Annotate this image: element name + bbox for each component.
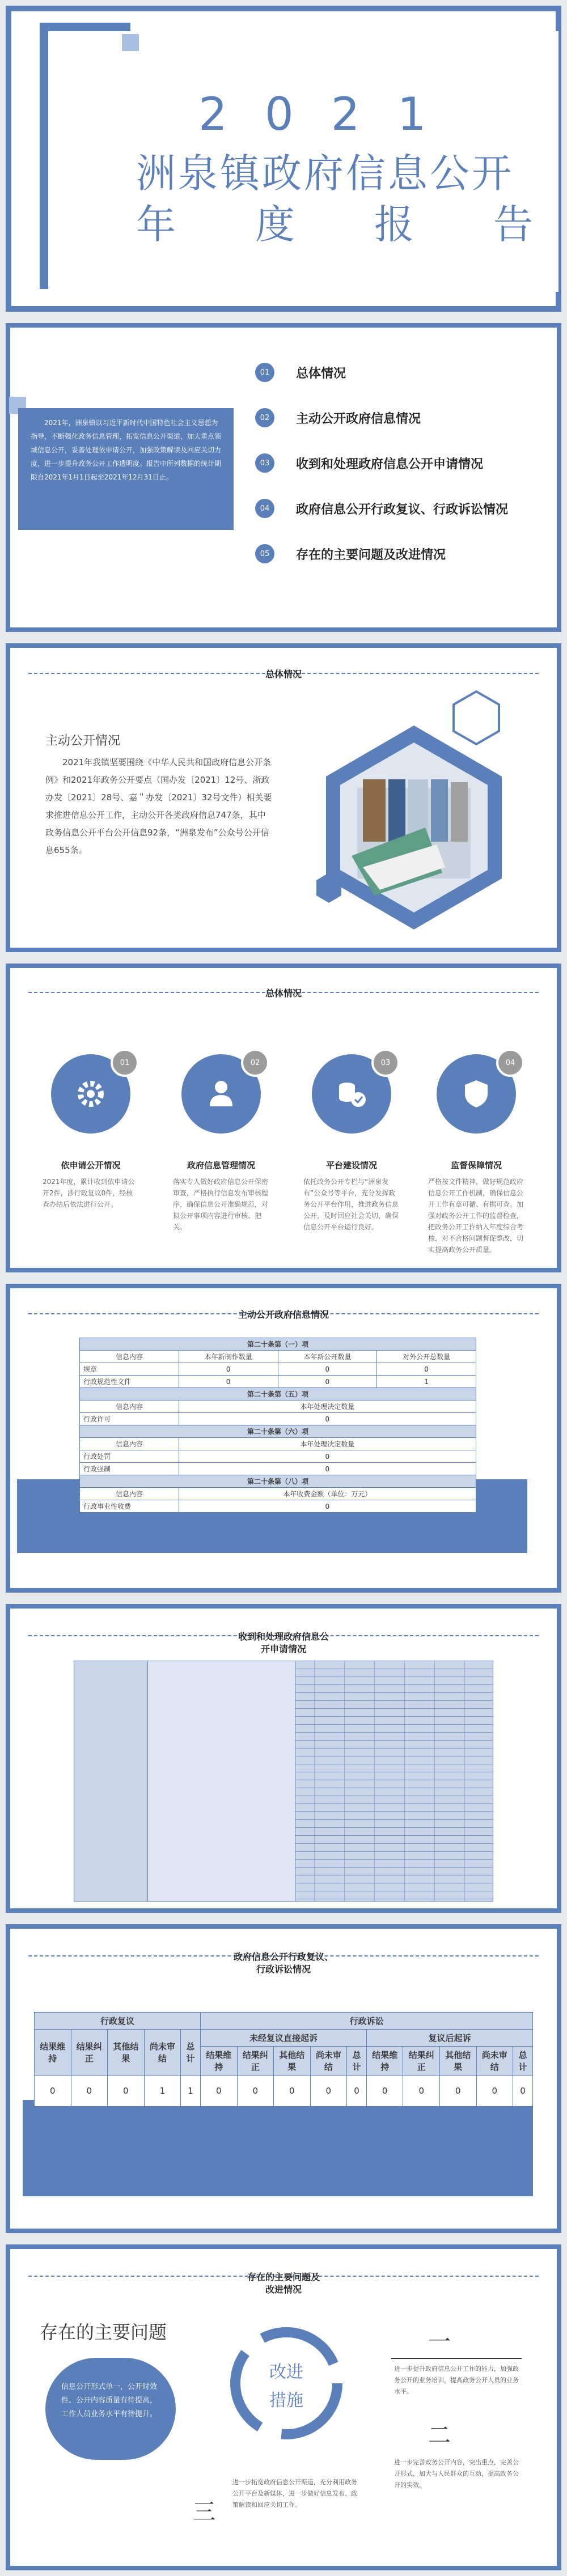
- table-section-title: 第二十条第（一）项: [80, 1338, 476, 1351]
- table-header: 结果维持: [366, 2047, 403, 2076]
- shield-icon: [459, 1077, 493, 1111]
- table-cell: 规章: [80, 1363, 179, 1376]
- review-blue-block: [23, 2100, 533, 2196]
- toc-item-label: 存在的主要问题及改进情况: [296, 548, 446, 562]
- table-cell: 0: [35, 2076, 71, 2107]
- table-cell: 0: [403, 2076, 440, 2107]
- person-icon: [204, 1077, 238, 1111]
- section-title: 收到和处理政府信息公: [238, 1631, 329, 1642]
- toc-item[interactable]: [255, 408, 421, 427]
- table-cell: 0: [310, 2076, 347, 2107]
- toc-item-number: 02: [255, 408, 274, 427]
- table-cell: 0: [179, 1363, 278, 1376]
- toc-item-number: 05: [255, 544, 274, 563]
- table-cell: 0: [347, 2076, 367, 2107]
- table-header: 结果维持: [35, 2030, 71, 2076]
- problems-bubble: [45, 2358, 176, 2460]
- gear-icon: [74, 1077, 108, 1111]
- section-title-line2: 行政诉讼情况: [256, 1964, 311, 1975]
- table-header: 尚未审结: [310, 2047, 347, 2076]
- table-cell: 行政许可: [80, 1413, 179, 1425]
- section-title: 存在的主要问题及: [247, 2272, 320, 2282]
- table-cell: 1: [181, 2076, 201, 2107]
- table-row: [80, 1376, 476, 1388]
- table-header: 本年处理决定数量: [179, 1401, 476, 1413]
- overview-subtitle: 主动公开情况: [45, 734, 121, 748]
- overview-body: 2021年我镇坚要围绕《中华人民共和国政府信息公开条例》和2021年政务公开要点（国办发〔2021〕12号、浙政办发〔2021〕28号、嘉＂办发〔2021〕32号文件）相关要求推进信息公开工作，主动公开各类政府信息747条，其中政务信息公开平台公开信息92条，“洲泉发布”公众号公开信息655条。: [45, 757, 272, 855]
- active-table: [79, 1338, 476, 1513]
- table-cell: 0: [179, 1450, 476, 1463]
- table-cell: 1: [377, 1376, 476, 1388]
- cover-title-char: 报: [374, 201, 414, 248]
- work-badge: 04: [496, 1049, 524, 1077]
- measure-text: 进一步完善政务公开内容，突出重点，完善公开形式，加大与人民群众的互动，提高政务公开的实效。: [394, 2459, 519, 2489]
- toc-item[interactable]: [255, 544, 446, 563]
- work-title: 监督保障情况: [450, 1160, 502, 1170]
- table-section-title: 第二十条第（六）项: [80, 1425, 476, 1438]
- overview-hex-graphic: [312, 686, 539, 930]
- toc-item[interactable]: [255, 363, 346, 382]
- table-header: 信息内容: [80, 1438, 179, 1450]
- cover-small-square: [122, 34, 139, 51]
- table-cell: 0: [278, 1363, 377, 1376]
- cover-title-char: 年: [136, 201, 176, 248]
- table-cell: 0: [366, 2076, 403, 2107]
- table-cell: 0: [71, 2076, 108, 2107]
- section-title-line2: 改进情况: [265, 2284, 302, 2295]
- improvement-label-line1: 改进: [269, 2362, 303, 2382]
- table-header: 总计: [181, 2030, 201, 2076]
- work-slide: [6, 964, 561, 1272]
- improvement-center-label: [230, 2358, 343, 2411]
- table-row: [80, 1500, 476, 1513]
- work-title: 依申请公开情况: [61, 1160, 121, 1170]
- table-header: 尚未审结: [476, 2047, 513, 2076]
- table-cell: 0: [200, 2076, 237, 2107]
- toc-item-number: 03: [255, 453, 274, 473]
- table-header: 结果纠正: [71, 2030, 108, 2076]
- cover-title-line2: [136, 193, 533, 250]
- table-header: 结果维持: [200, 2047, 237, 2076]
- table-cell: 0: [476, 2076, 513, 2107]
- measure-text: 进一步提升政府信息公开工作的能力，加强政务公开的业务培训，提高政务公开人员的业务水平。: [394, 2365, 519, 2395]
- table-header: 本年新公开数量: [278, 1351, 377, 1363]
- active-slide: [6, 1284, 561, 1593]
- table-subgroup-header: 未经复议直接起诉: [200, 2030, 366, 2047]
- work-badge: 01: [111, 1049, 139, 1077]
- applications-table-image: [74, 1661, 493, 1902]
- table-header: 总计: [347, 2047, 367, 2076]
- overview-slide: [6, 643, 561, 952]
- table-row: [80, 1463, 476, 1475]
- coins-icon: [335, 1077, 369, 1111]
- improvement-label-line2: 措施: [269, 2391, 303, 2411]
- section-title: 总体情况: [265, 988, 302, 999]
- toc-item-number: 04: [255, 499, 274, 518]
- table-header: 其他结果: [274, 2047, 311, 2076]
- table-header: 信息内容: [80, 1351, 179, 1363]
- toc-item-label: 政府信息公开行政复议、行政诉讼情况: [296, 502, 509, 517]
- work-desc: 依托政务公开专栏与“洲泉发布”公众号等平台，充分发挥政务公开平台作用，推进政务信息公开，及时回应社会关切，确保信息公开平台运行良好。: [303, 1178, 399, 1231]
- table-subgroup-header: 复议后起诉: [366, 2030, 532, 2047]
- table-header: 本年新制作数量: [179, 1351, 278, 1363]
- table-group-header: 行政诉讼: [200, 2013, 532, 2030]
- review-table: [34, 2012, 533, 2107]
- table-cell: 0: [179, 1413, 476, 1425]
- work-title: 政府信息管理情况: [187, 1160, 255, 1170]
- section-title-line2: 开申请情况: [260, 1644, 306, 1654]
- table-header: 结果纠正: [237, 2047, 274, 2076]
- section-title: 政府信息公开行政复议、: [233, 1951, 333, 1962]
- table-cell: 0: [179, 1376, 278, 1388]
- cover-title-char: 告: [493, 201, 533, 248]
- table-cell: 0: [377, 1363, 476, 1376]
- table-cell: 1: [144, 2076, 181, 2107]
- table-cell: 0: [278, 1376, 377, 1388]
- section-title: 主动公开政府信息情况: [238, 1309, 329, 1320]
- toc-item-label: 主动公开政府信息情况: [296, 411, 421, 426]
- toc-item[interactable]: [255, 453, 483, 473]
- problems-text: 信息公开形式单一，公开时效性、公开内容质量有待提高，工作人员业务水平有待提升。: [61, 2383, 158, 2418]
- table-cell: 0: [237, 2076, 274, 2107]
- measure-numeral: 一: [428, 2329, 451, 2355]
- work-desc: 2021年度，累计收到依申请公开2件，涉行政复议0件，经核查办结后依法进行公开。: [43, 1178, 135, 1208]
- toc-intro-text: 2021年，洲泉镇以习近平新时代中国特色社会主义思想为指导，不断强化政务信息管理，拓宽信息公开渠道，加大重点领域信息公开，妥善处理依申请公开，加强政策解读及回应关切力度，进一步提升政务公开工作透明度。报告中所列数据的统计期限自2021年1月1日起至2021年12月31日止。: [31, 419, 222, 481]
- work-desc: 严格按文件精神，做好规范政府信息公开工作机制，确保信息公开工作有章可循、有据可查。加强对政务公开工作的监督检查，把政务公开工作纳入年度综合考核，对不合格问题督促整改，切实提高政务公开质量。: [428, 1178, 524, 1254]
- table-cell: 0: [513, 2076, 533, 2107]
- measure-numeral: 二: [428, 2422, 451, 2448]
- cover-year: 2021: [198, 88, 464, 141]
- table-cell: 0: [179, 1463, 476, 1475]
- table-header: 总计: [513, 2047, 533, 2076]
- table-row: [35, 2076, 533, 2107]
- table-header: 尚未审结: [144, 2030, 181, 2076]
- work-desc: 落实专人做好政府信息公开保密审查，严格执行信息发布审核程序，确保信息公开准确规范，对拟公开事项内容进行审核、把关。: [173, 1178, 269, 1231]
- table-row: [80, 1413, 476, 1425]
- measure-underline: [391, 2358, 522, 2359]
- problems-slide: [6, 2244, 561, 2570]
- applications-slide: [6, 1604, 561, 1913]
- table-section-title: 第二十条第（八）项: [80, 1475, 476, 1488]
- table-cell: 0: [108, 2076, 145, 2107]
- table-cell: 行政处罚: [80, 1450, 179, 1463]
- table-cell: 行政强制: [80, 1463, 179, 1475]
- problems-heading: 存在的主要问题: [40, 2322, 167, 2343]
- cover-slide: [6, 6, 561, 312]
- table-header: 对外公开总数量: [377, 1351, 476, 1363]
- table-cell: 0: [440, 2076, 477, 2107]
- table-cell: 行政规范性文件: [80, 1376, 179, 1388]
- section-title: 总体情况: [265, 669, 302, 680]
- table-cell: 0: [274, 2076, 311, 2107]
- toc-item-number: 01: [255, 363, 274, 382]
- table-header: 信息内容: [80, 1401, 179, 1413]
- table-header: 本年处理决定数量: [179, 1438, 476, 1450]
- table-cell: 行政事业性收费: [80, 1500, 179, 1513]
- measure-numeral: 三: [193, 2499, 215, 2525]
- table-cell: 0: [179, 1500, 476, 1513]
- table-group-header: 行政复议: [35, 2013, 201, 2030]
- toc-item[interactable]: [255, 499, 508, 518]
- table-header: 本年收费金额（单位：万元）: [179, 1488, 476, 1500]
- work-badge: 03: [371, 1049, 400, 1077]
- toc-slide: [6, 323, 561, 632]
- table-header: 其他结果: [440, 2047, 477, 2076]
- work-title: 平台建设情况: [325, 1160, 377, 1170]
- table-row: [80, 1450, 476, 1463]
- measure-text: 进一步拓宽政府信息公开渠道，充分利用政务公开平台及新媒体，进一步做好信息发布、政策解读和回应关切工作。: [232, 2479, 357, 2509]
- toc-intro-panel: [18, 408, 234, 530]
- toc-item-label: 收到和处理政府信息公开申请情况: [296, 457, 484, 472]
- table-header: 其他结果: [108, 2030, 145, 2076]
- table-row: [80, 1363, 476, 1376]
- cover-title-char: 度: [255, 201, 295, 248]
- table-header: 信息内容: [80, 1488, 179, 1500]
- table-header: 结果纠正: [403, 2047, 440, 2076]
- cover-title-line1: 洲泉镇政府信息公开: [136, 150, 514, 197]
- toc-item-label: 总体情况: [296, 366, 346, 381]
- table-section-title: 第二十条第（五）项: [80, 1388, 476, 1401]
- work-badge: 02: [241, 1049, 269, 1077]
- review-slide: [6, 1924, 561, 2233]
